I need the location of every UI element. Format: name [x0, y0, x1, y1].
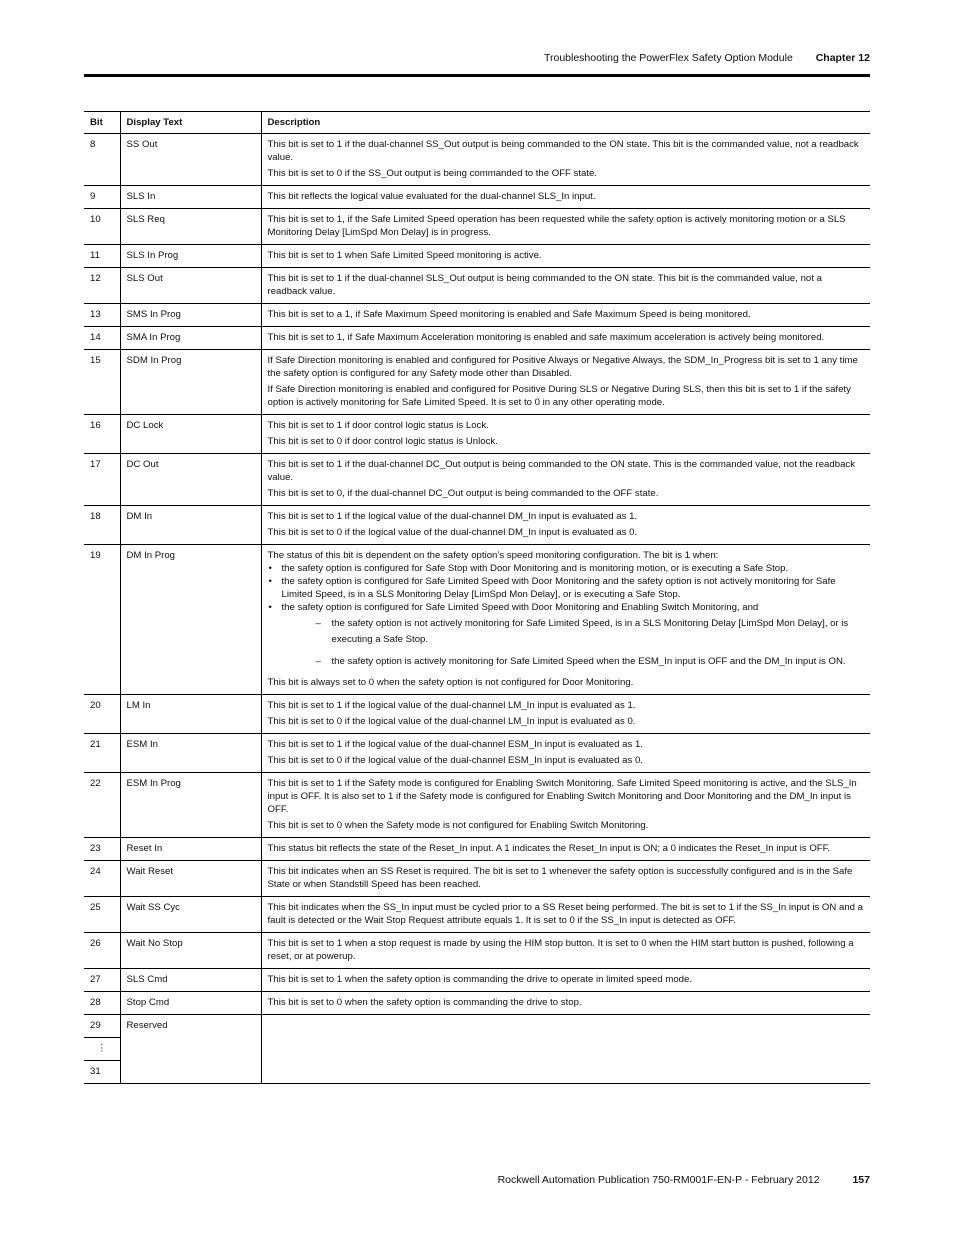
bit-number: 21 — [84, 734, 120, 773]
display-text: Wait No Stop — [120, 933, 261, 969]
display-text: DM In Prog — [120, 545, 261, 695]
condition-list — [268, 562, 865, 614]
table-row — [84, 897, 870, 933]
table-row — [84, 268, 870, 304]
table-row — [84, 415, 870, 454]
table-row — [84, 734, 870, 773]
display-text: SLS In — [120, 186, 261, 209]
table-row-reserved — [84, 1015, 870, 1038]
description — [261, 734, 870, 773]
description-paragraph: This bit is set to 0 when the safety option is commanding the drive to stop. — [267, 997, 582, 1008]
description-intro: The status of this bit is dependent on the safety option’s speed monitoring configuration. The bit is 1 when: — [267, 550, 719, 561]
table-header-row — [84, 112, 870, 134]
table-row — [84, 545, 870, 695]
display-text: SMA In Prog — [120, 327, 261, 350]
bit-number: 15 — [84, 350, 120, 415]
status-bits-table — [84, 111, 870, 1084]
display-text: Wait Reset — [120, 861, 261, 897]
table-row — [84, 992, 870, 1015]
sub-condition-item: – the safety option is not actively monitoring for Safe Limited Speed, is in a SLS Monitoring Delay [LimSpd Mon Delay], or is executing a Safe Stop. — [316, 616, 865, 648]
description-paragraph: This bit is set to 1 if door control logic status is Lock. — [267, 420, 489, 431]
table-row — [84, 506, 870, 545]
bit-number: 29 — [84, 1015, 120, 1038]
bit-number: 11 — [84, 245, 120, 268]
description — [261, 454, 870, 506]
display-text: DC Lock — [120, 415, 261, 454]
table-body-row19 — [84, 545, 870, 695]
bit-number: 19 — [84, 545, 120, 695]
display-text: Wait SS Cyc — [120, 897, 261, 933]
description — [261, 992, 870, 1015]
bit-number: 10 — [84, 209, 120, 245]
description — [261, 209, 870, 245]
bit-number: 13 — [84, 304, 120, 327]
display-text: DM In — [120, 506, 261, 545]
table-row — [84, 209, 870, 245]
column-header-bit: Bit — [84, 112, 120, 134]
publication-info: Rockwell Automation Publication 750-RM001F-EN-P - February 2012 — [497, 1174, 820, 1186]
description-paragraph: This bit is set to 0, if the dual-channel DC_Out output is being commanded to the OFF state. — [267, 488, 659, 499]
bit-number: 28 — [84, 992, 120, 1015]
description — [261, 350, 870, 415]
description-paragraph: This bit is set to 1 if the logical value of the dual-channel ESM_In input is evaluated as 1. — [267, 739, 643, 750]
bit-number: 8 — [84, 134, 120, 186]
table-body-reserved — [84, 1015, 870, 1084]
description — [261, 969, 870, 992]
display-text: SLS Out — [120, 268, 261, 304]
description-outro: This bit is always set to 0 when the safety option is not configured for Door Monitoring. — [267, 677, 634, 688]
bit-number: 26 — [84, 933, 120, 969]
condition-item: • the safety option is configured for Safe Limited Speed with Door Monitoring and Enabling Switch Monitoring, and — [268, 601, 865, 614]
column-header-description: Description — [261, 112, 870, 134]
bit-number: 22 — [84, 773, 120, 838]
page-number: 157 — [852, 1174, 870, 1186]
header-title: Troubleshooting the PowerFlex Safety Option Module — [543, 52, 793, 64]
description-paragraph: This bit is set to 1 when a stop request is made by using the HIM stop button. It is set to 0 when the HIM start button is pushed, following a reset, or at powerup. — [267, 938, 854, 962]
bit-number: 31 — [84, 1061, 120, 1084]
table-row — [84, 186, 870, 209]
display-text-reserved: Reserved — [120, 1015, 261, 1084]
description-paragraph: This bit is set to 1 when Safe Limited Speed monitoring is active. — [267, 250, 542, 261]
table-row — [84, 838, 870, 861]
description-paragraph: This bit is set to 1 when the safety option is commanding the drive to operate in limited speed mode. — [267, 974, 692, 985]
vertical-ellipsis: ⋮ — [84, 1038, 120, 1061]
description-paragraph: This bit is set to 0 if the logical value of the dual-channel ESM_In input is evaluated as 0. — [267, 755, 643, 766]
description-paragraph: If Safe Direction monitoring is enabled and configured for Positive During SLS or Negative During SLS, then this bit is set to 1 if the safety option is actively monitoring for Safe Limited Speed. It is set to 0 in any other operating mode. — [267, 384, 851, 408]
display-text: Stop Cmd — [120, 992, 261, 1015]
description — [261, 695, 870, 734]
table-body-upper — [84, 134, 870, 545]
header-chapter: Chapter 12 — [815, 52, 870, 64]
bit-number: 16 — [84, 415, 120, 454]
description-paragraph: This status bit reflects the state of the Reset_In input. A 1 indicates the Reset_In input is ON; a 0 indicates the Reset_In input is OFF. — [267, 843, 831, 854]
display-text: SS Out — [120, 134, 261, 186]
page-header — [84, 52, 870, 70]
description — [261, 134, 870, 186]
bit-number: 9 — [84, 186, 120, 209]
table-row — [84, 773, 870, 838]
description-paragraph: This bit is set to a 1, if Safe Maximum Speed monitoring is enabled and Safe Maximum Speed is being monitored. — [267, 309, 751, 320]
description — [261, 327, 870, 350]
description-paragraph: This bit is set to 1 if the logical value of the dual-channel DM_In input is evaluated as 1. — [267, 511, 638, 522]
sub-condition-item: – the safety option is actively monitoring for Safe Limited Speed when the ESM_In input is OFF and the DM_In input is ON. — [316, 654, 865, 670]
description — [261, 186, 870, 209]
description-paragraph: This bit is set to 0 if the logical value of the dual-channel LM_In input is evaluated as 0. — [267, 716, 636, 727]
description-paragraph: This bit is set to 1 if the Safety mode is configured for Enabling Switch Monitoring, Safe Limited Speed monitoring is active, and the SLS_In input is OFF. It is also set to 1 if the Safety mode is configured for Enabling Switch Monitoring and Door Monitoring and the DM_In input is OFF. — [267, 778, 857, 815]
description-paragraph: This bit is set to 1 if the dual-channel DC_Out output is being commanded to the ON state. This is the commanded value, not the readback value. — [267, 459, 855, 483]
table-row — [84, 454, 870, 506]
description-paragraph: This bit is set to 0 if door control logic status is Unlock. — [267, 436, 498, 447]
table-row — [84, 695, 870, 734]
description-paragraph: This bit is set to 1, if Safe Maximum Acceleration monitoring is enabled and safe maximum acceleration is actively being monitored. — [267, 332, 825, 343]
description-paragraph: This bit is set to 0 when the Safety mode is not configured for Enabling Switch Monitoring. — [267, 820, 649, 831]
bit-number: 27 — [84, 969, 120, 992]
bit-number: 14 — [84, 327, 120, 350]
bit-number: 17 — [84, 454, 120, 506]
sub-condition-list — [316, 616, 865, 670]
display-text: SMS In Prog — [120, 304, 261, 327]
bit-number: 25 — [84, 897, 120, 933]
bit-number: 12 — [84, 268, 120, 304]
table-row — [84, 861, 870, 897]
bit-number: 23 — [84, 838, 120, 861]
table-row — [84, 969, 870, 992]
column-header-display-text: Display Text — [120, 112, 261, 134]
display-text: LM In — [120, 695, 261, 734]
description — [261, 415, 870, 454]
display-text: SLS Cmd — [120, 969, 261, 992]
description — [261, 545, 870, 695]
display-text: Reset In — [120, 838, 261, 861]
description — [261, 861, 870, 897]
display-text: SDM In Prog — [120, 350, 261, 415]
display-text: ESM In — [120, 734, 261, 773]
bit-number: 18 — [84, 506, 120, 545]
table-row — [84, 327, 870, 350]
bit-number: 24 — [84, 861, 120, 897]
table-body-lower — [84, 695, 870, 1015]
display-text: SLS Req — [120, 209, 261, 245]
description-paragraph: This bit indicates when an SS Reset is required. The bit is set to 1 whenever the safety option is successfully configured and is in the Safe State or when Standstill Speed has been reached. — [267, 866, 853, 890]
table-row — [84, 304, 870, 327]
description-paragraph: This bit is set to 1, if the Safe Limited Speed operation has been requested while the safety option is actively monitoring motion or a SLS Monitoring Delay [LimSpd Mon Delay] is in progress. — [267, 214, 846, 238]
description — [261, 933, 870, 969]
table-row — [84, 933, 870, 969]
display-text: DC Out — [120, 454, 261, 506]
description — [261, 268, 870, 304]
table-row — [84, 245, 870, 268]
description-paragraph: This bit is set to 1 if the dual-channel SS_Out output is being commanded to the ON state. This bit is the commanded value, not a readback value. — [267, 139, 859, 163]
display-text: ESM In Prog — [120, 773, 261, 838]
description-empty — [261, 1015, 870, 1084]
description — [261, 773, 870, 838]
description-paragraph: This bit is set to 0 if the logical value of the dual-channel DM_In input is evaluated as 0. — [267, 527, 638, 538]
condition-item: • the safety option is configured for Safe Limited Speed with Door Monitoring and the safety option is not actively monitoring for Safe Limited Speed, is in a SLS Monitoring Delay [LimSpd Mon Delay], or is executing a Safe Stop. — [268, 575, 865, 601]
description — [261, 506, 870, 545]
header-rule — [84, 74, 870, 77]
table-row — [84, 134, 870, 186]
condition-item: • the safety option is configured for Safe Stop with Door Monitoring and is monitoring motion, or is executing a Safe Stop. — [268, 562, 865, 575]
table-row — [84, 350, 870, 415]
description-paragraph: If Safe Direction monitoring is enabled and configured for Positive Always or Negative Always, the SDM_In_Progress bit is set to 1 any time the safety option is configured for any Safety mode other than Disabled. — [267, 355, 858, 379]
display-text: SLS In Prog — [120, 245, 261, 268]
description — [261, 897, 870, 933]
description-paragraph: This bit is set to 0 if the SS_Out output is being commanded to the OFF state. — [267, 168, 598, 179]
description-paragraph: This bit indicates when the SS_In input must be cycled prior to a SS Reset being performed. The bit is set to 1 if the SS_In input is ON and a fault is detected or the Wait Stop Request attribute equals 1. It is set to 0 if the SS_In input is detected as OFF. — [267, 902, 863, 926]
description-paragraph: This bit reflects the logical value evaluated for the dual-channel SLS_In input. — [267, 191, 596, 202]
description — [261, 838, 870, 861]
description-paragraph: This bit is set to 1 if the logical value of the dual-channel LM_In input is evaluated as 1. — [267, 700, 636, 711]
bit-number: 20 — [84, 695, 120, 734]
page-footer — [84, 1174, 870, 1186]
description-paragraph: This bit is set to 1 if the dual-channel SLS_Out output is being commanded to the ON state. This bit is the commanded value, not a readback value. — [267, 273, 822, 297]
description — [261, 245, 870, 268]
description — [261, 304, 870, 327]
